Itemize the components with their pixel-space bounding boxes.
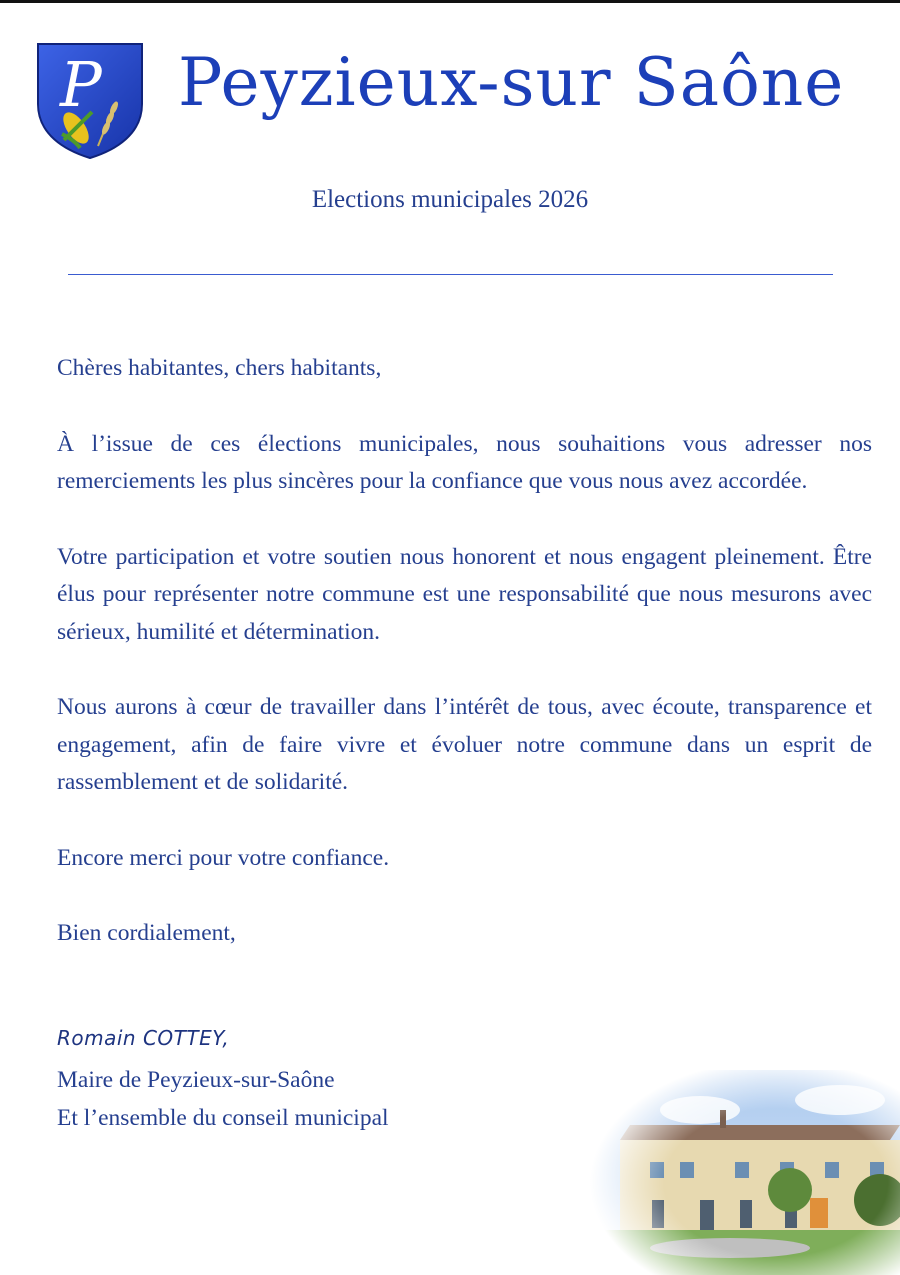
letter-paragraph: Nous aurons à cœur de travailler dans l’intérêt de tous, avec écoute, transparence et engagement, afin de faire vivre et évoluer notre commune dans un esprit de rassemblement et de solidarité. [57,694,872,795]
signatory-role: Maire de Peyzieux-sur-Saône [57,1067,335,1093]
signatory-council: Et l’ensemble du conseil municipal [57,1104,389,1131]
town-name-title: Peyzieux-sur Saône [178,44,845,121]
letter-thanks: Encore merci pour votre confiance. [57,844,390,871]
document-subtitle: Elections municipales 2026 [311,186,589,213]
letter-paragraph: À l’issue de ces élections municipales, nous souhaitions vous adresser nos remerciements les plus sincères pour la confiance que vous nous avez accordée. [57,430,872,494]
letter-body [57,350,872,953]
handwritten-signature: Romain COTTEY, [57,1026,230,1050]
page-top-border [0,0,900,3]
signature-block [57,1062,389,1137]
crest-monogram: P [60,48,102,121]
header-divider [68,274,833,275]
town-hall-photo [590,1070,900,1275]
town-crest-logo [36,42,144,160]
letter-closing: Bien cordialement, [57,920,236,946]
letter-paragraph: Votre participation et votre soutien nous honorent et nous engagent pleinement. Être élus pour représenter notre commune est une responsabilité que nous mesurons avec sérieux, humilité et détermination. [57,543,872,645]
letter-greeting: Chères habitantes, chers habitants, [57,355,382,381]
